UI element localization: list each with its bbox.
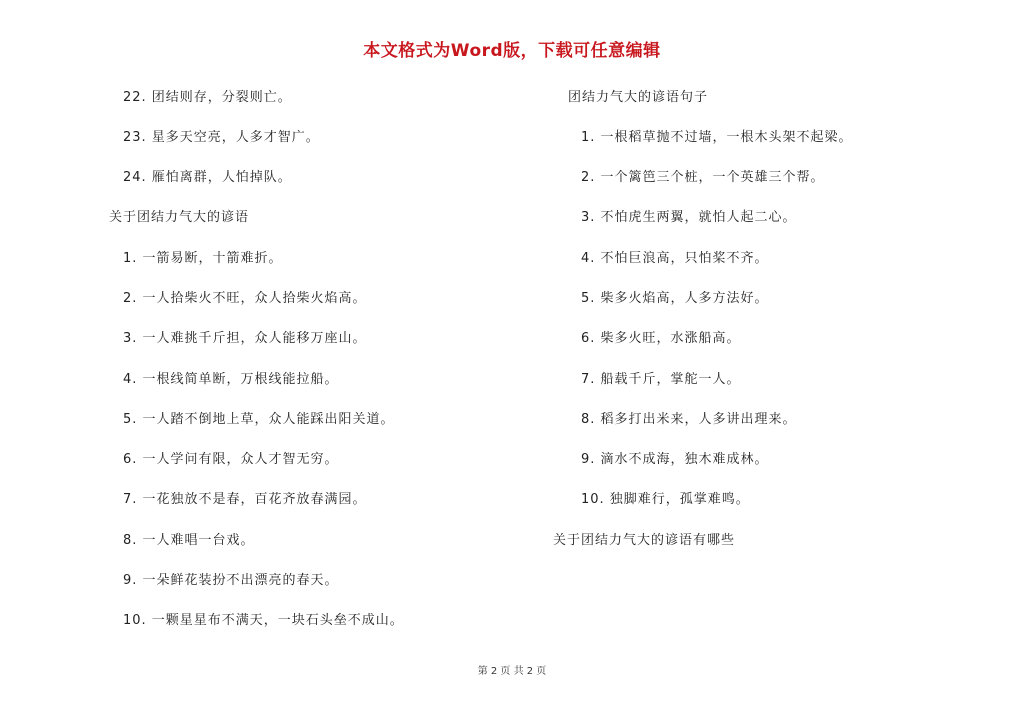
list-item: 7. 船载千斤，掌舵一人。 [581, 372, 741, 387]
list-item: 4. 不怕巨浪高，只怕桨不齐。 [581, 251, 769, 266]
list-item: 10. 独脚难行，孤掌难鸣。 [581, 492, 750, 507]
list-item: 2. 一人拾柴火不旺，众人拾柴火焰高。 [123, 291, 367, 306]
list-item: 3. 不怕虎生两翼，就怕人起二心。 [581, 210, 797, 225]
list-item: 2. 一个篱笆三个桩，一个英雄三个帮。 [581, 170, 825, 185]
list-item: 9. 滴水不成海，独木难成林。 [581, 452, 769, 467]
section-title: 关于团结力气大的谚语 [109, 210, 250, 225]
list-item: 8. 稻多打出米来，人多讲出理来。 [581, 412, 797, 427]
closing-section-title: 关于团结力气大的谚语有哪些 [553, 533, 736, 548]
list-item: 5. 柴多火焰高，人多方法好。 [581, 291, 769, 306]
list-item: 5. 一人踏不倒地上草，众人能踩出阳关道。 [123, 412, 395, 427]
list-item: 1. 一根稻草抛不过墙，一根木头架不起梁。 [581, 130, 853, 145]
list-item: 23. 星多天空亮，人多才智广。 [123, 130, 320, 145]
list-item: 9. 一朵鲜花装扮不出漂亮的春天。 [123, 573, 339, 588]
list-item: 24. 雁怕离群，人怕掉队。 [123, 170, 292, 185]
section-title: 团结力气大的谚语句子 [568, 90, 709, 105]
list-item: 3. 一人难挑千斤担，众人能移万座山。 [123, 331, 367, 346]
page-number: 第 2 页 共 2 页 [477, 666, 547, 677]
list-item: 7. 一花独放不是春，百花齐放春满园。 [123, 492, 367, 507]
list-item: 4. 一根线简单断，万根线能拉船。 [123, 372, 339, 387]
list-item: 6. 一人学问有限，众人才智无穷。 [123, 452, 339, 467]
list-item: 10. 一颗星星布不满天，一块石头垒不成山。 [123, 613, 404, 628]
list-item: 6. 柴多火旺，水涨船高。 [581, 331, 741, 346]
document-banner: 本文格式为Word版，下载可任意编辑 [363, 41, 661, 61]
list-item: 1. 一箭易断，十箭难折。 [123, 251, 283, 266]
list-item: 8. 一人难唱一台戏。 [123, 533, 255, 548]
list-item: 22. 团结则存，分裂则亡。 [123, 90, 292, 105]
